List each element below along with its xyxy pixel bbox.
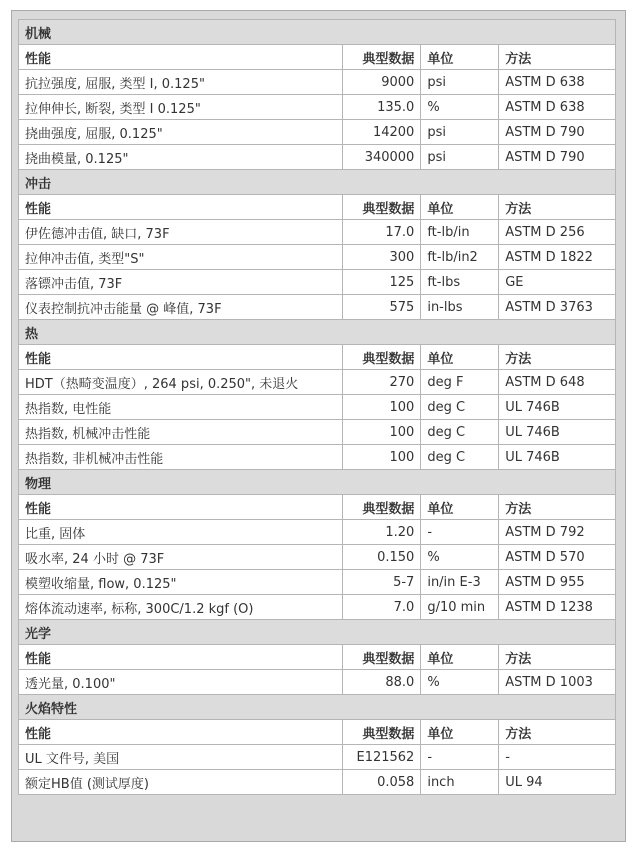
cell-unit: g/10 min (421, 595, 499, 620)
section-title: 光学 (19, 620, 616, 645)
cell-property: UL 文件号, 美国 (19, 745, 343, 770)
section-header (19, 20, 616, 45)
cell-unit: psi (421, 145, 499, 170)
column-header-property: 性能 (19, 645, 343, 670)
cell-unit: deg C (421, 420, 499, 445)
cell-method: ASTM D 638 (499, 95, 616, 120)
column-header-method: 方法 (499, 195, 616, 220)
cell-property: 拉伸伸长, 断裂, 类型 I 0.125" (19, 95, 343, 120)
table-row (19, 295, 616, 320)
column-header-unit: 单位 (421, 495, 499, 520)
section-header (19, 620, 616, 645)
section-title: 机械 (19, 20, 616, 45)
column-header-row (19, 720, 616, 745)
cell-method: ASTM D 3763 (499, 295, 616, 320)
cell-property: 抗拉强度, 屈服, 类型 I, 0.125" (19, 70, 343, 95)
column-header-unit: 单位 (421, 645, 499, 670)
cell-property: 热指数, 电性能 (19, 395, 343, 420)
column-header-unit: 单位 (421, 345, 499, 370)
cell-unit: ft-lb/in2 (421, 245, 499, 270)
column-header-method: 方法 (499, 720, 616, 745)
cell-method: UL 746B (499, 445, 616, 470)
column-header-row (19, 495, 616, 520)
cell-property: 比重, 固体 (19, 520, 343, 545)
column-header-value: 典型数据 (343, 45, 421, 70)
cell-value: 100 (343, 445, 421, 470)
cell-unit: - (421, 520, 499, 545)
cell-value: 7.0 (343, 595, 421, 620)
cell-method: ASTM D 256 (499, 220, 616, 245)
column-header-method: 方法 (499, 645, 616, 670)
table-row (19, 145, 616, 170)
table-row (19, 570, 616, 595)
cell-value: 135.0 (343, 95, 421, 120)
table-row (19, 120, 616, 145)
cell-method: ASTM D 1238 (499, 595, 616, 620)
cell-unit: deg F (421, 370, 499, 395)
cell-unit: deg C (421, 445, 499, 470)
column-header-value: 典型数据 (343, 720, 421, 745)
table-row (19, 420, 616, 445)
cell-property: 挠曲强度, 屈服, 0.125" (19, 120, 343, 145)
column-header-method: 方法 (499, 495, 616, 520)
cell-unit: % (421, 670, 499, 695)
column-header-row (19, 345, 616, 370)
table-row (19, 770, 616, 795)
cell-property: 熔体流动速率, 标称, 300C/1.2 kgf (O) (19, 595, 343, 620)
table-row (19, 670, 616, 695)
cell-property: 模塑收缩量, flow, 0.125" (19, 570, 343, 595)
cell-value: 575 (343, 295, 421, 320)
cell-value: 100 (343, 395, 421, 420)
cell-method: UL 94 (499, 770, 616, 795)
section-header (19, 170, 616, 195)
table-row (19, 370, 616, 395)
cell-unit: % (421, 545, 499, 570)
cell-property: 伊佐德冲击值, 缺口, 73F (19, 220, 343, 245)
section-title: 火焰特性 (19, 695, 616, 720)
cell-method: ASTM D 955 (499, 570, 616, 595)
cell-method: ASTM D 792 (499, 520, 616, 545)
table-row (19, 220, 616, 245)
cell-method: ASTM D 648 (499, 370, 616, 395)
table-row (19, 270, 616, 295)
cell-method: ASTM D 1003 (499, 670, 616, 695)
cell-value: 17.0 (343, 220, 421, 245)
properties-table (18, 19, 616, 795)
column-header-unit: 单位 (421, 720, 499, 745)
cell-property: 热指数, 非机械冲击性能 (19, 445, 343, 470)
cell-method: UL 746B (499, 395, 616, 420)
cell-value: 0.058 (343, 770, 421, 795)
column-header-row (19, 45, 616, 70)
cell-value: 270 (343, 370, 421, 395)
column-header-value: 典型数据 (343, 345, 421, 370)
cell-unit: - (421, 745, 499, 770)
cell-unit: in/in E-3 (421, 570, 499, 595)
column-header-row (19, 645, 616, 670)
cell-unit: deg C (421, 395, 499, 420)
cell-method: - (499, 745, 616, 770)
table-row (19, 395, 616, 420)
cell-value: 1.20 (343, 520, 421, 545)
section-header (19, 695, 616, 720)
column-header-property: 性能 (19, 720, 343, 745)
cell-value: 125 (343, 270, 421, 295)
column-header-unit: 单位 (421, 45, 499, 70)
section-title: 物理 (19, 470, 616, 495)
cell-unit: psi (421, 120, 499, 145)
cell-property: HDT（热畸变温度）, 264 psi, 0.250", 未退火 (19, 370, 343, 395)
cell-value: 14200 (343, 120, 421, 145)
table-row (19, 70, 616, 95)
table-row (19, 245, 616, 270)
cell-method: ASTM D 638 (499, 70, 616, 95)
cell-property: 额定HB值 (测试厚度) (19, 770, 343, 795)
cell-method: ASTM D 570 (499, 545, 616, 570)
cell-value: 300 (343, 245, 421, 270)
section-title: 热 (19, 320, 616, 345)
cell-value: 5-7 (343, 570, 421, 595)
cell-property: 热指数, 机械冲击性能 (19, 420, 343, 445)
cell-method: GE (499, 270, 616, 295)
cell-property: 透光量, 0.100" (19, 670, 343, 695)
table-row (19, 545, 616, 570)
properties-panel (11, 10, 626, 842)
column-header-property: 性能 (19, 195, 343, 220)
column-header-property: 性能 (19, 45, 343, 70)
table-row (19, 745, 616, 770)
cell-unit: % (421, 95, 499, 120)
cell-method: UL 746B (499, 420, 616, 445)
table-row (19, 520, 616, 545)
cell-unit: ft-lb/in (421, 220, 499, 245)
cell-unit: psi (421, 70, 499, 95)
cell-unit: in-lbs (421, 295, 499, 320)
cell-unit: inch (421, 770, 499, 795)
cell-property: 拉伸冲击值, 类型"S" (19, 245, 343, 270)
cell-value: E121562 (343, 745, 421, 770)
section-header (19, 320, 616, 345)
cell-property: 吸水率, 24 小时 @ 73F (19, 545, 343, 570)
cell-method: ASTM D 1822 (499, 245, 616, 270)
column-header-method: 方法 (499, 45, 616, 70)
column-header-row (19, 195, 616, 220)
section-title: 冲击 (19, 170, 616, 195)
column-header-value: 典型数据 (343, 195, 421, 220)
column-header-property: 性能 (19, 345, 343, 370)
cell-value: 340000 (343, 145, 421, 170)
cell-method: ASTM D 790 (499, 120, 616, 145)
cell-value: 100 (343, 420, 421, 445)
cell-unit: ft-lbs (421, 270, 499, 295)
table-row (19, 445, 616, 470)
column-header-value: 典型数据 (343, 495, 421, 520)
column-header-property: 性能 (19, 495, 343, 520)
cell-value: 0.150 (343, 545, 421, 570)
column-header-method: 方法 (499, 345, 616, 370)
column-header-value: 典型数据 (343, 645, 421, 670)
cell-property: 仪表控制抗冲击能量 @ 峰值, 73F (19, 295, 343, 320)
cell-value: 88.0 (343, 670, 421, 695)
cell-value: 9000 (343, 70, 421, 95)
table-row (19, 595, 616, 620)
section-header (19, 470, 616, 495)
table-row (19, 95, 616, 120)
column-header-unit: 单位 (421, 195, 499, 220)
cell-property: 挠曲模量, 0.125" (19, 145, 343, 170)
cell-method: ASTM D 790 (499, 145, 616, 170)
cell-property: 落镖冲击值, 73F (19, 270, 343, 295)
